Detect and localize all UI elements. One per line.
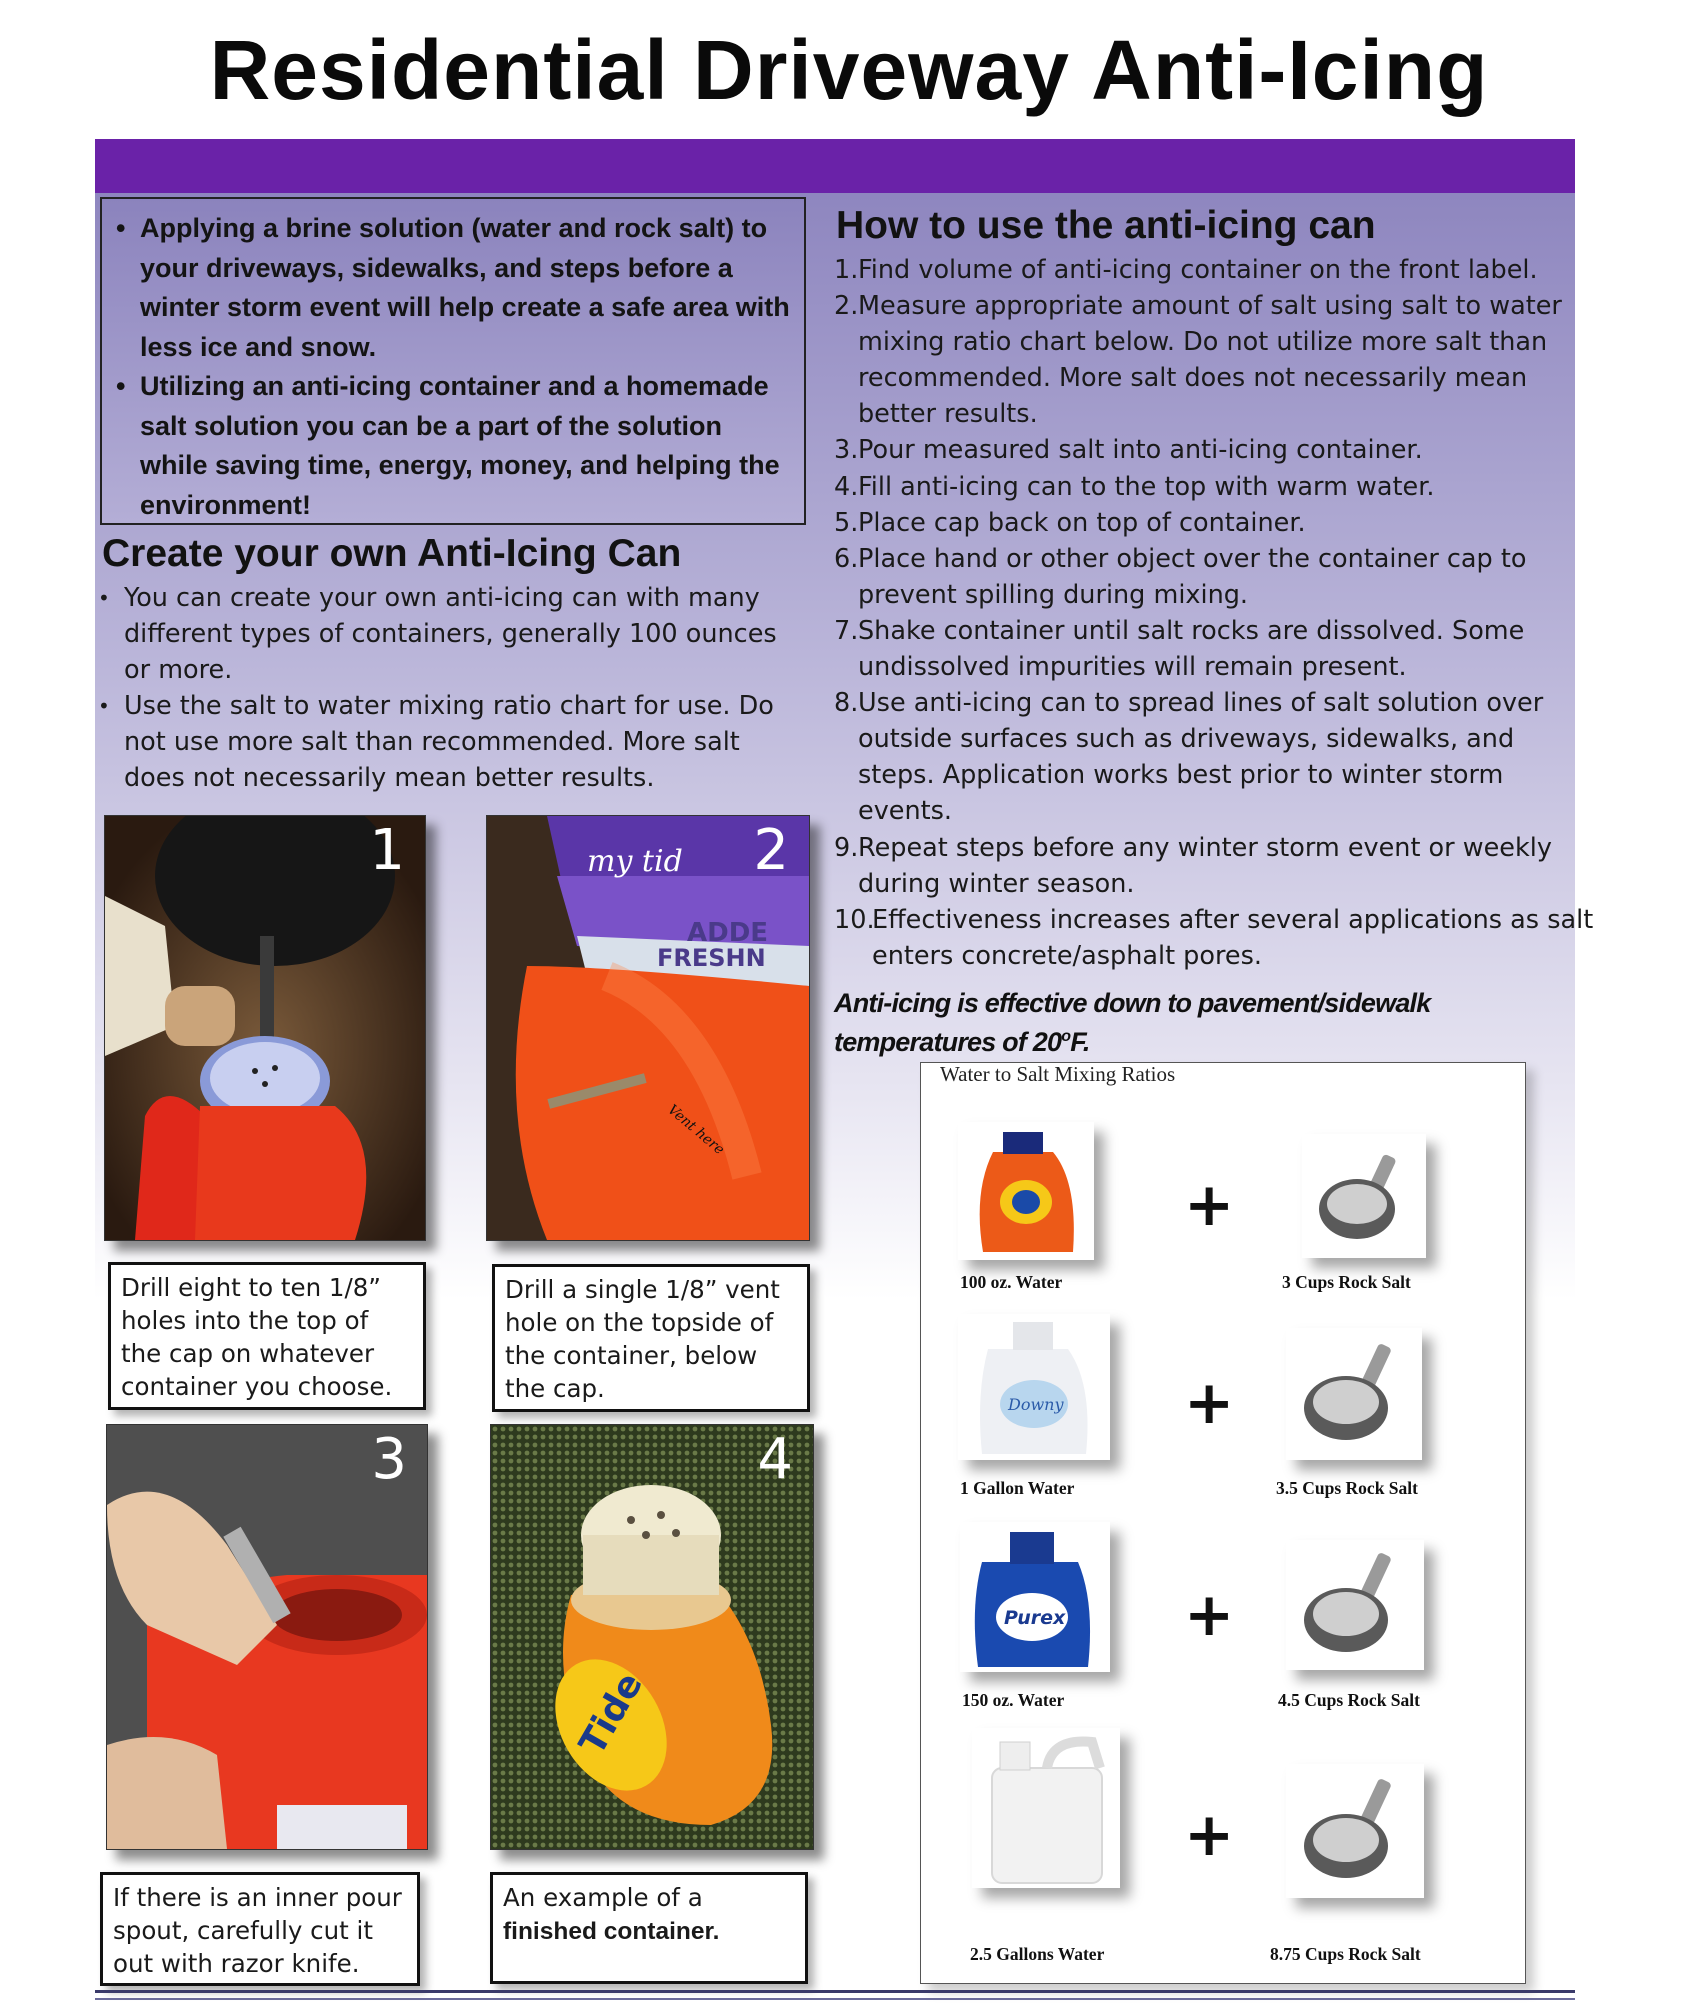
bottle-label-text: ADDE [687,918,769,948]
step-item [834,469,1594,505]
step-number: 3. [834,435,859,466]
step-number: 7. [834,615,859,646]
how-heading: How to use the anti-icing can [836,204,1376,247]
downy-brand-text: Downy [1008,1395,1064,1414]
intro-box [100,197,806,525]
step-item [834,830,1594,902]
page-title: Residential Driveway Anti-Icing [209,23,1489,117]
step-text: Pour measured salt into anti-icing container. [858,435,1423,466]
step-number: 2. [834,291,859,322]
plus-sign: + [1184,1368,1235,1438]
purex-brand-text: Purex [1004,1607,1066,1629]
temperature-note [834,986,1594,1059]
caption-step-4 [490,1872,808,1984]
vent-marking: Vent here [664,1101,728,1159]
note-text: Anti-icing is effective down to pavement/sidewalk temperatures of 20 [834,988,1431,1057]
create-list [96,580,796,796]
downy-bottle-icon [958,1314,1110,1460]
step-text: Fill anti-icing can to the top with warm water. [858,471,1435,502]
measuring-cup-icon [1286,1328,1422,1460]
caption-text: An example of a [503,1883,703,1912]
photo-number: 3 [371,1427,407,1492]
photo-step-1 [104,815,426,1241]
step-item [834,685,1594,829]
header-band [95,139,1575,193]
step-number: 10. [834,904,875,935]
photo-number: 1 [369,818,405,883]
step-number: 4. [834,471,859,502]
step-text: Find volume of anti-icing container on the front label. [858,255,1538,285]
water-amount: 2.5 Gallons Water [970,1944,1105,1964]
tide-logo: Tide [571,1665,652,1762]
step-text: Use anti-icing can to spread lines of salt solution over outside surfaces such as driveways, sidewalks, and steps. Application works best prior to winter storm events. [858,688,1544,827]
create-bullet: • You can create your own anti-icing can with many different types of containers, generally 100 ounces or more. [96,580,796,688]
step-number: 1. [834,255,859,285]
measuring-cup-icon [1286,1540,1424,1670]
step-text: Place hand or other object over the container cap to prevent spilling during mixing. [858,543,1527,610]
plus-sign: + [1184,1170,1235,1240]
plus-sign: + [1184,1800,1235,1870]
step-text: Shake container until salt rocks are dissolved. Some undissolved impurities will remain present. [858,615,1525,683]
intro-bullet: • Utilizing an anti-icing container and a homemade salt solution you can be a part of the solution while saving time, energy, money, and helping the environment! [140,367,792,525]
water-amount: 100 oz. Water [960,1272,1063,1292]
step-text: Measure appropriate amount of salt using salt to water mixing ratio chart below. Do not utilize more salt than recommended. More salt does not necessarily mean better results. [858,291,1562,430]
step-text: Place cap back on top of container. [858,507,1306,538]
step-item [834,252,1594,288]
step-text: Effectiveness increases after several applications as salt enters concrete/asphalt pores. [872,904,1594,971]
photo-step-2 [486,815,810,1241]
salt-amount: 3.5 Cups Rock Salt [1276,1478,1418,1498]
purex-bottle-icon [960,1522,1110,1672]
step-item [834,902,1594,974]
step-item [834,288,1594,432]
salt-amount: 8.75 Cups Rock Salt [1270,1944,1421,1964]
caption-step-2: Drill a single 1/8” vent hole on the topside of the container, below the cap. [492,1264,810,1412]
caption-step-1: Drill eight to ten 1/8” holes into the top of the cap on whatever container you choose. [108,1262,426,1410]
step-item [834,613,1594,685]
footer-rule [95,1998,1575,2000]
tide-bottle-icon [958,1122,1094,1260]
plus-sign: + [1184,1580,1235,1650]
create-bullet: • Use the salt to water mixing ratio chart for use. Do not use more salt than recommended. More salt does not necessarily mean better results. [96,688,796,796]
photo-number: 2 [753,818,789,883]
step-item [834,432,1594,468]
step-item [834,541,1594,613]
degree-symbol: o [1061,1028,1071,1045]
bottle-label-text: FRESHN [657,944,766,972]
bottle-label-text: my tid [587,844,683,879]
caption-bold: finished container. [503,1918,720,1945]
photo-step-4 [490,1424,814,1850]
step-number: 8. [834,688,859,719]
footer-rule [95,1990,1575,1993]
measuring-cup-icon [1286,1764,1424,1898]
step-number: 6. [834,543,859,574]
water-amount: 150 oz. Water [962,1690,1065,1710]
jug-icon [972,1728,1120,1888]
water-amount: 1 Gallon Water [960,1478,1075,1498]
measuring-cup-icon [1302,1134,1426,1258]
step-number: 9. [834,832,859,863]
photo-step-3 [106,1424,428,1850]
intro-list [102,199,804,525]
caption-step-3: If there is an inner pour spout, carefully cut it out with razor knife. [100,1872,420,1986]
note-end: F. [1070,1027,1090,1057]
ratio-chart-title: Water to Salt Mixing Ratios [940,1062,1176,1086]
intro-bullet: • Applying a brine solution (water and rock salt) to your driveways, sidewalks, and steps before a winter storm event will help create a safe area with less ice and snow. [140,209,792,367]
photo-number: 4 [757,1427,793,1492]
salt-amount: 3 Cups Rock Salt [1282,1272,1411,1292]
create-heading: Create your own Anti-Icing Can [102,532,682,575]
steps-list [834,252,1594,974]
step-item [834,505,1594,541]
step-number: 5. [834,507,859,538]
step-text: Repeat steps before any winter storm event or weekly during winter season. [858,832,1552,899]
salt-amount: 4.5 Cups Rock Salt [1278,1690,1420,1710]
